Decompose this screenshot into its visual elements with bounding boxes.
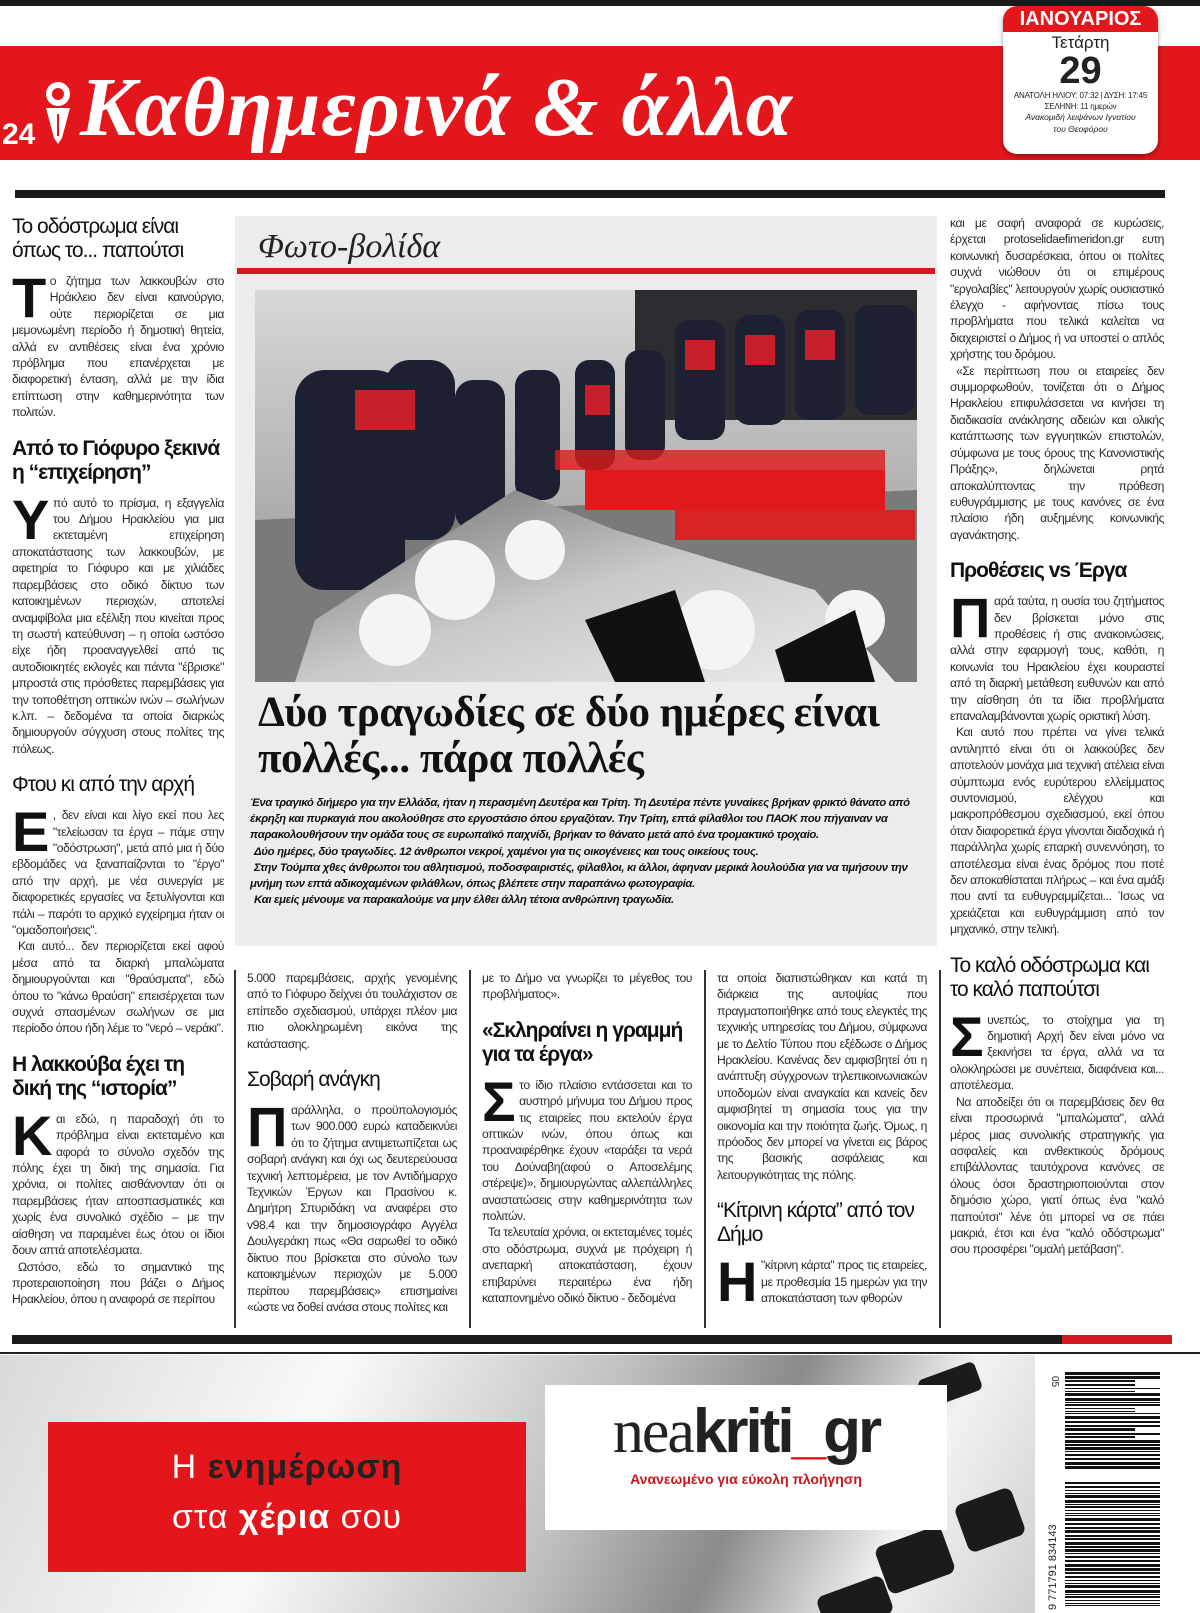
barcode-bar bbox=[1065, 1416, 1160, 1419]
paragraph-text: «Σε περίπτωση που οι εταιρείες δεν συμμορφωθούν, τονίζεται ότι ο Δήμος Ηρακλείου επιφυλάσσεται να κινήσει τη διαδικασία ανάκλησης αδειών και ολικής κατάπτωσης των εγγυητικών επιστολών, σύμφωνα με τους όρους της Κανονιστικής Πράξης», δηλώνεται ρητά αποκαλύπτοντας την πρόθεση ευθυγράμμισης με τους κανόνες σε ένα πλαίσιο ήδη αυξημένης κοινωνικής αγανάκτησης. bbox=[950, 363, 1164, 542]
issue-number: 05 bbox=[1049, 1375, 1061, 1388]
barcode-bar bbox=[1065, 1585, 1160, 1588]
section-heading: Η λακκούβα έχει τη δική της “ιστορία” bbox=[12, 1052, 185, 1100]
barcode-bar bbox=[1065, 1546, 1160, 1548]
ad-slogan-word: σου bbox=[340, 1498, 403, 1536]
barcode-bar bbox=[1065, 1440, 1160, 1443]
barcode-bar bbox=[1065, 1535, 1160, 1537]
barcode-bar bbox=[1065, 1425, 1160, 1427]
barcode-bar bbox=[1065, 1549, 1160, 1552]
ad-tagline: Ανανεωμένο για εύκολη πλοήγηση bbox=[630, 1471, 862, 1487]
body-paragraph bbox=[12, 938, 224, 1036]
lede-paragraph: Και εμείς μένουμε να παρακαλούμε να μην έλθει άλλη τέτοια ανθρώπινη τραγωδία. bbox=[254, 894, 674, 907]
barcode-bar bbox=[1065, 1380, 1135, 1382]
paragraph-text: "κίτρινη κάρτα" προς τις εταιρείες, με προθεσμία 15 ημερών για την αποκατάσταση των φθορών bbox=[761, 1258, 927, 1306]
barcode-bar bbox=[1065, 1388, 1160, 1389]
body-paragraph bbox=[247, 970, 457, 1052]
barcode-bar bbox=[1065, 1421, 1160, 1423]
barcode-bar bbox=[1065, 1454, 1160, 1456]
barcode-bar bbox=[1065, 1560, 1160, 1562]
barcode-bar bbox=[1065, 1518, 1160, 1521]
paragraph-text: το ίδιο πλαίσιο εντάσσεται και το αυστηρό μήνυμα του Δήμου προς τις εταιρείες που εκτελούν έργα οπτικών ινών, όπου όπως και προαναφέρθηκε έχουν «ταράξει τα νερά του Δούναβη(αφού ο Αποσελέμης στέρεψε)», δημιουργώντας αλλεπάλληλες αναστατώσεις στην καθημερινότητα των πολιτών. bbox=[482, 1077, 692, 1224]
barcode-bar bbox=[1065, 1376, 1160, 1379]
barcode-bar bbox=[1065, 1411, 1135, 1412]
feature-headline: Δύο τραγωδίες σε δύο ημέρες είναι πολλές... πάρα πολλές bbox=[258, 689, 880, 782]
barcode-bar bbox=[1065, 1482, 1160, 1484]
drop-cap: Τ bbox=[12, 266, 46, 329]
barcode-bar bbox=[1065, 1486, 1160, 1488]
paragraph-text: και με σαφή αναφορά σε κυρώσεις, έρχεται protoselidaefimeridon.gr ευτη κοινωνική δυσαρέσκεια, όπου οι πολίτες συχνά νιώθουν ότι οι επιμέρους "εργολαβίες" λειτουργούν χωρίς ουσιαστικό έλεγχο - αφήνοντας πίσω τους προβλήματα που τελικά καλείται να διαχειριστεί ο Δήμος ή να υποστεί ο απλός χρήστης του δρόμου. bbox=[950, 216, 1164, 362]
barcode-bar bbox=[1065, 1510, 1160, 1511]
date-box bbox=[1003, 6, 1158, 154]
paragraph-text: Να αποδείξει ότι οι παρεμβάσεις δεν θα είναι προσωρινά "μπαλώματα", αλλά μέρος μιας συνολικής στρατηγικής για ασφαλείς και ανθεκτικούς δρόμους επιβάλλοντας ταυτόχρονα κανόνες σε όλους όσοι δραστηριοποιούνται στον δημόσιο χώρο, γιατί όπως ένα "καλό παπούτσι" λένε ότι μπορεί να σε πάει μακριά, έτσι και ένα "καλό οδόστρωμα" σου προσφέρει "ομαλή μετάβαση". bbox=[950, 1094, 1164, 1257]
barcode-bar bbox=[1065, 1572, 1160, 1574]
drop-cap: Σ bbox=[482, 1069, 516, 1133]
barcode-bar bbox=[1065, 1413, 1160, 1414]
section-heading: Φτου κι από την αρχή bbox=[12, 773, 194, 797]
paragraph-text: πό αυτό το πρίσμα, η εξαγγελία του Δήμου Ηρακλείου για μια εκτεταμένη επιχείρηση αποκατάστασης των λακκουβών, με αφετηρία το Γιόφυρο και με χιλιάδες παρεμβάσεις στο οδικό δίκτυο των κατοικημένων περιοχών, αποτελεί αναμφίβολα μια εξέλιξη που κινείται προς τη σωστή κατεύθυνση – η οποία ωστόσο είχε ήδη προαναγγελθεί από τις αυτοδιοικητές εκλογές και πάντα "έβρισκε" μπροστά στις πρόσθετες παρεμβάσεις για την τοποθέτηση οπτικών ινών – σωλήνων κ.λπ. – δεδομένα τα οποία διαρκώς δημιουργούν σύγχυση στους πολίτες της πόλεως. bbox=[12, 495, 224, 756]
paragraph-text: με το Δήμο να γνωρίζει το μέγεθος του προβλήματος». bbox=[482, 971, 692, 1002]
section-heading: Προθέσεις vs Έργα bbox=[950, 559, 1127, 583]
barcode-bar bbox=[1065, 1462, 1160, 1465]
section-title: Καθημερινά & άλλα bbox=[80, 61, 793, 154]
lede-paragraph: Ένα τραγικό διήμερο για την Ελλάδα, ήταν η περασμένη Δευτέρα και Τρίτη. Τη Δευτέρα πέντε γυναίκες βρήκαν φρικτό θάνατο από έκρηξη και πυρκαγιά που ακολούθησε στο εργοστάσιο όπου εργαζόταν. Την Τρίτη, επτά φίλαθλοι του ΠΑΟΚ που πήγαιναν να παρακολουθήσουν την ομάδα τους σε ευρωπαϊκό παιχνίδι, βρήκαν το θάνατο μετά από ένα τρομακτικό τροχαίο. bbox=[250, 797, 910, 842]
body-paragraph bbox=[12, 487, 224, 758]
barcode-bar bbox=[1065, 1404, 1160, 1406]
body-paragraph bbox=[12, 800, 224, 938]
barcode-bar bbox=[1065, 1576, 1160, 1578]
barcode-bar bbox=[1065, 1515, 1160, 1516]
body-paragraph bbox=[12, 1103, 224, 1259]
barcode-bar bbox=[1065, 1393, 1160, 1396]
paragraph-text: τα οποία διαπιστώθηκαν και κατά τη διάρκεια της αυτοψίας που πραγματοποιήθηκε από τους ελεγκτές της τεχνικής υπηρεσίας του Δήμου, σύμφωνα με το Δελτίο Τύπου που εξέδωσε ο Δήμος Ηρακλείου. Κανένας δεν αμφισβητεί ότι η ανάπτυξη σύγχρονων τηλεπικοινωνιακών υποδομών είναι αναγκαία και κανείς δεν αμφισβητεί τη σημασία τους για την οικονομία και την ποιότητα ζωής. Όμως, η πρόοδος δεν μπορεί να γίνεται εις βάρος της βασικής ασφάλειας και λειτουργικότητας της πόλης. bbox=[717, 971, 927, 1182]
section-heading: «Σκληραίνει η γραμμή για τα έργα» bbox=[482, 1018, 683, 1066]
ad-slogan-word: χέρια bbox=[238, 1498, 331, 1536]
date-weekday: Τετάρτη bbox=[1051, 33, 1110, 52]
left-column bbox=[12, 215, 224, 1308]
body-paragraph bbox=[717, 970, 927, 1183]
ad-separator bbox=[0, 1352, 1200, 1354]
ad-logo-box bbox=[545, 1385, 947, 1530]
drop-cap: Υ bbox=[12, 487, 49, 551]
barcode-bar bbox=[1065, 1594, 1160, 1595]
paragraph-text: ο ζήτημα των λακκουβών στο Ηράκλειο δεν είναι καινούργιο, ούτε περιορίζεται σε μια μεμονωμένη περίοδο ή δημοτική θητεία, αλλά εν αντιθέσεις είναι ένα χρόνιο πρόβλημα που επανέρχεται με διαφορετική ένταση, αλλά με την ίδια επίπτωση στην καθημερινότητα των πολιτών. bbox=[12, 274, 224, 420]
body-paragraph bbox=[482, 970, 692, 1003]
paragraph-text: αράλληλα, ο προϋπολογισμός των 900.000 ευρώ καταδεικνύει ότι το ζήτημα αντιμετωπίζεται ως σοβαρή ανάγκη και όχι ως δευτερεύουσα τεχνική λεπτομέρεια, με τον Αντιδήμαρχο Τεχνικών Έργων και Πρασίνου κ. Δημήτρη Σπυριδάκη να αναφέρει στο v98.4 και την δημοσιογράφο Αγγέλα Δουλγεράκη πως «Θα σαρωθεί το οδικό δίκτυο που βρίσκεται στο σύνολο των κατοικημένων περιοχών με 5.000 περίπου παρεμβάσεις» επισημαίνει «ώστε να δοθεί ανάσα στους πολίτες και bbox=[247, 1103, 457, 1314]
footer-rule bbox=[12, 1335, 1172, 1344]
body-paragraph bbox=[950, 724, 1164, 937]
barcode-bar bbox=[1065, 1506, 1160, 1508]
body-paragraph bbox=[12, 266, 224, 421]
barcode-bar bbox=[1065, 1553, 1160, 1554]
column-divider bbox=[234, 970, 236, 1328]
lede-paragraph: Δύο ημέρες, δύο τραγωδίες. 12 άνθρωποι νεκροί, χαμένοι για τις οικογένειες και τους οικείους τους. bbox=[254, 845, 759, 858]
date-day: 29 bbox=[1059, 50, 1102, 92]
barcode-bar bbox=[1065, 1493, 1160, 1494]
barcode-bar bbox=[1065, 1433, 1160, 1435]
barcode-bar bbox=[1065, 1527, 1160, 1529]
drop-cap: Π bbox=[950, 586, 990, 650]
barcode-bar bbox=[1065, 1391, 1135, 1392]
barcode-bar bbox=[1065, 1583, 1160, 1584]
body-paragraph bbox=[950, 1004, 1164, 1094]
body-paragraph bbox=[717, 1250, 927, 1314]
paragraph-text: Και αυτό... δεν περιορίζεται εκεί αφού μέσα από τα διαρκή μπαλώματα δημιουργούνται και "θραύσματα", εδώ όπου το "κάνω θραύση" επεισέρχεται των συχνά σπασμένων σωλήνων σε μια περίοδο όπου ήδη λέμε το "νερό – νεράκι". bbox=[12, 939, 224, 1036]
lower-column-2 bbox=[482, 970, 692, 1307]
body-paragraph bbox=[12, 1259, 224, 1308]
body-paragraph bbox=[950, 1094, 1164, 1258]
barcode-bar bbox=[1065, 1542, 1160, 1545]
paragraph-text: αρά ταύτα, η ουσία του ζητήματος δεν βρίσκεται μόνο στις προθέσεις ή στις ανακοινώσεις, αλλά στην εφαρμογή τους, καθότι, η κοινωνία του Ηρακλείου έχει κουραστεί από τη διαρκή μετάθεση ευθυνών και από την αίσθηση ότι τα ίδια προβλήματα επαναλαμβάνονται χωρίς οριστική λύση. bbox=[950, 594, 1164, 723]
paragraph-text: Ωστόσο, εδώ το σημαντικό της προτεραιοποίηση που βάζει ο Δήμος Ηρακλείου, όπου η αναφορά σε περίπου bbox=[12, 1259, 224, 1307]
date-month: ΙΑΝΟΥΑΡΙΟΣ bbox=[1003, 6, 1158, 32]
moon-age: ΣΕΛΗΝΗ: 11 ημερών bbox=[1044, 102, 1117, 111]
paragraph-text: Και αυτό που πρέπει να γίνει τελικά αντιληπτό είναι ότι οι λακκούβες δεν αποτελούν μονάχα μια τεχνική ατέλεια είναι σύμπτωμα ενός ευρύτερου ελλείμματος συντονισμού, ελέγχου και μακροπρόθεσμου σχεδιασμού, εκεί όπου όταν διαφορετικά έργα γίνονται διαδοχικά ή παράλληλα χωρίς επαρκή συνεννόηση, το αποτέλεσμα είναι ένας δρόμος που ποτέ δεν αποκαθίσταται πλήρως – και ένα αμάξι που αντί τα ευθυγραμμίζεται... Ίσως να χρειάζεται και ευθυγράμμιση από τον μηχανικό, στην τελική. bbox=[950, 725, 1164, 937]
ad-slogan-word: στα bbox=[171, 1498, 229, 1536]
column-divider bbox=[704, 970, 706, 1328]
drop-cap: Σ bbox=[950, 1004, 984, 1068]
barcode-bar bbox=[1065, 1408, 1135, 1409]
barcode-bar bbox=[1065, 1490, 1160, 1491]
drop-cap: Ε bbox=[12, 800, 49, 864]
section-heading: “Κίτρινη κάρτα” από τον Δήμο bbox=[717, 1199, 914, 1247]
body-paragraph bbox=[482, 1069, 692, 1225]
barcode-bar bbox=[1065, 1556, 1160, 1558]
barcode-bar bbox=[1065, 1372, 1160, 1375]
ad-slogan-box bbox=[48, 1422, 526, 1572]
barcode-bar bbox=[1065, 1596, 1160, 1598]
sun-times: ΑΝΑΤΟΛΗ ΗΛΙΟΥ: 07:32 | ΔΥΣΗ: 17:45 bbox=[1013, 91, 1148, 100]
drop-cap: Κ bbox=[12, 1103, 52, 1167]
lower-column-1 bbox=[247, 970, 457, 1315]
ad-slogan-word: ενημέρωση bbox=[207, 1448, 403, 1486]
section-heading: Το οδόστρωμα είναι όπως το... παπούτσι bbox=[12, 215, 184, 262]
drop-cap: Π bbox=[247, 1095, 287, 1159]
neakriti-logo: neakriti_gr bbox=[612, 1397, 880, 1466]
barcode-bars bbox=[1065, 1372, 1163, 1610]
barcode-bar bbox=[1065, 1447, 1160, 1450]
barcode-bar bbox=[1065, 1538, 1160, 1540]
barcode-bar bbox=[1065, 1590, 1160, 1593]
saint-day-2: του Θεοφόρου bbox=[1053, 124, 1108, 134]
saint-day-1: Ανακομιδή λειψάνων Ιγνατίου bbox=[1025, 112, 1136, 122]
feature-rubric: Φωτο-βολίδα bbox=[258, 228, 441, 265]
barcode-bar bbox=[1065, 1564, 1160, 1567]
barcode-bar bbox=[1065, 1495, 1160, 1498]
lede-paragraph: Στην Τούμπα χθες άνθρωποι του αθλητισμού, ποδοσφαιριστές, φίλαθλοι, κι άλλοι, άφηναν μερικά λουλούδια για να τιμήσουν την μνήμη των επτά αδικοχαμένων φιλάθλων, όπως βλέπετε στην παραπάνω φωτογραφία. bbox=[250, 861, 908, 891]
lower-column-3 bbox=[717, 970, 927, 1314]
feature-lede bbox=[250, 795, 930, 908]
barcode-bar bbox=[1065, 1436, 1135, 1438]
paragraph-text: Τα τελευταία χρόνια, οι εκτεταμένες τομές στο οδόστρωμα, συχνά με πρόχειρη ή ανεπαρκή αποκατάσταση, έχουν επιβαρύνει περαιτέρω ένα ήδη καταπονημένο οδικό δίκτυο - δεδομένα bbox=[482, 1225, 692, 1306]
paragraph-text: 5.000 παρεμβάσεις, αρχής γενομένης από το Γιόφυρο δείχνει ότι τουλάχιστον σε επίπεδο σχεδιασμού, υπάρχει πλέον μια πιο ολοκληρωμένη εικόνα της κατάστασης. bbox=[247, 971, 457, 1051]
barcode-bar bbox=[1065, 1513, 1160, 1514]
barcode-bar bbox=[1065, 1605, 1160, 1606]
column-divider bbox=[939, 970, 941, 1328]
body-paragraph bbox=[950, 363, 1164, 543]
barcode-bar bbox=[1065, 1530, 1160, 1533]
barcode-bar bbox=[1065, 1402, 1160, 1403]
header-rule bbox=[15, 190, 1165, 198]
barcode-bar bbox=[1065, 1398, 1160, 1401]
paragraph-text: υνεπώς, το στοίχημα για τη δημοτική Αρχή δεν είναι μόνο να ξεκινήσει τα έργα, αλλά να τα ολοκληρώσει με συνέπεια, διαφάνεια και... αποτέλεσμα. bbox=[950, 1012, 1164, 1093]
paragraph-text: , δεν είναι και λίγο εκεί που λες "τελείωσαν τα έργα – πάμε στην "οδόστρωση", μετά από μια ή δύο εβδομάδες να ξαναπαίζονται το "έργο" από την αρχή, με νέα συνεργία με διαφορετικές εργασίες να ξετυλίγονται και πάλι – παρότι το αρχικό εγχείρημα ήταν οι "ομαδοποιήσεις". bbox=[12, 808, 224, 937]
right-column bbox=[950, 215, 1164, 1258]
barcode bbox=[1045, 1372, 1165, 1610]
barcode-bar bbox=[1065, 1500, 1160, 1503]
body-paragraph bbox=[950, 215, 1164, 363]
barcode-bar bbox=[1065, 1523, 1160, 1525]
quill-emblem-icon bbox=[36, 78, 80, 144]
barcode-bar bbox=[1065, 1384, 1135, 1386]
body-paragraph bbox=[247, 1095, 457, 1315]
barcode-number: 9 771791 834143 bbox=[1047, 1524, 1059, 1610]
column-divider bbox=[469, 970, 471, 1328]
barcode-bar bbox=[1065, 1603, 1160, 1604]
barcode-bar bbox=[1065, 1451, 1160, 1452]
section-heading: Το καλό οδόστρωμα και το καλό παπούτσι bbox=[950, 953, 1149, 1001]
section-heading: Σοβαρή ανάγκη bbox=[247, 1068, 380, 1092]
paragraph-text: αι εδώ, η παραδοχή ότι το πρόβλημα είναι εκτεταμένο και αφορά το σύνολο σχεδόν της πόλης έχει τη δική της σημασία. Για χρόνια, οι πολίτες αισθάνονταν ότι οι παρεμβάσεις ήταν αποσπασματικές και χωρίς ένα συνολικό σχέδιο – με την αίσθηση να παραμένει έως ότου οι ίδιοι δουν απτά αποτελέσματα. bbox=[12, 1111, 224, 1258]
barcode-bar bbox=[1065, 1504, 1160, 1505]
barcode-bar bbox=[1065, 1568, 1160, 1571]
memorial-photo bbox=[255, 290, 917, 682]
barcode-bar bbox=[1065, 1580, 1160, 1581]
body-paragraph bbox=[950, 586, 1164, 724]
barcode-bar bbox=[1065, 1600, 1160, 1601]
page-number: 24 bbox=[2, 118, 36, 151]
barcode-bar bbox=[1065, 1444, 1160, 1446]
footer-rule-accent bbox=[1062, 1335, 1172, 1344]
barcode-bar bbox=[1065, 1458, 1160, 1460]
section-heading: Από το Γιόφυρο ξεκινά η “επιχείρηση” bbox=[12, 436, 220, 484]
drop-cap: Η bbox=[717, 1250, 757, 1314]
ad-slogan-word: Η bbox=[171, 1448, 198, 1486]
rubric-rule bbox=[237, 268, 935, 274]
barcode-bar bbox=[1065, 1428, 1135, 1431]
barcode-bar bbox=[1065, 1466, 1160, 1469]
body-paragraph bbox=[482, 1224, 692, 1306]
